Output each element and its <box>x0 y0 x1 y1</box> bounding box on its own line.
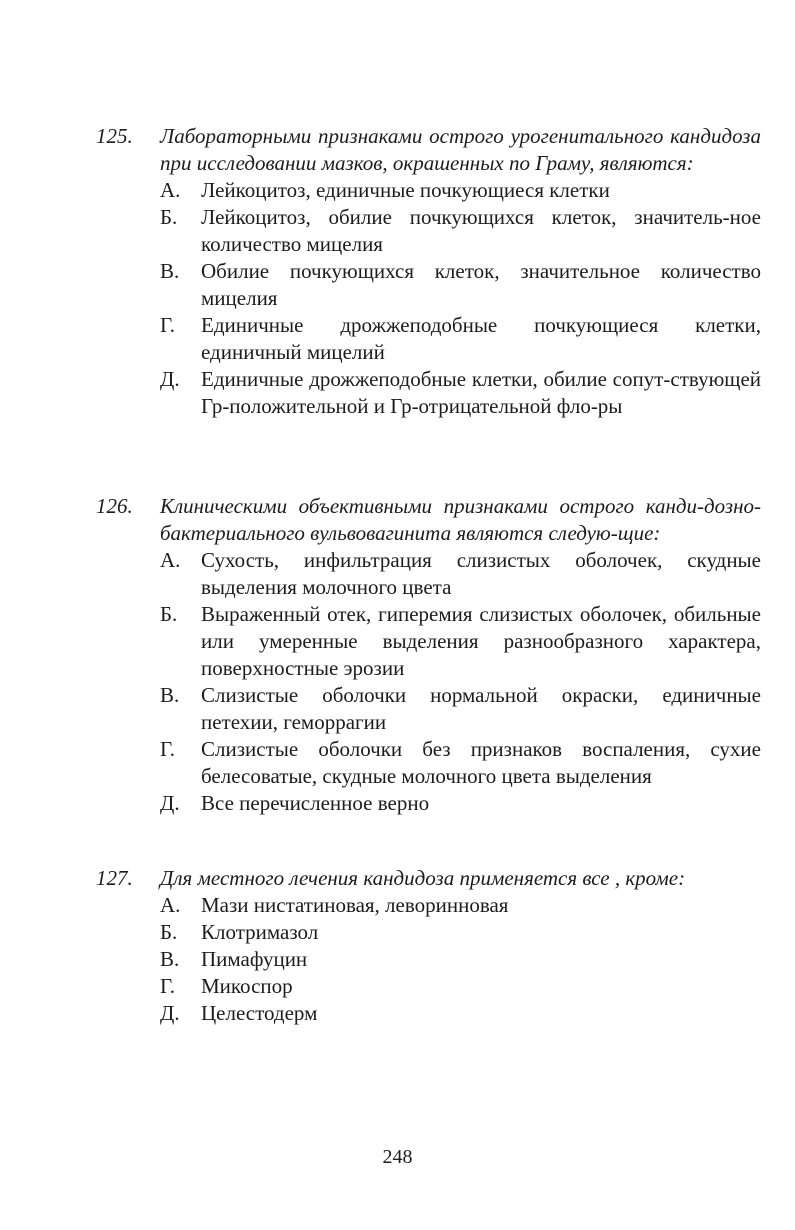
option-text: Клотримазол <box>201 920 319 944</box>
option-text: Лейкоцитоз, обилие почкующихся клеток, значитель-ное количество мицелия <box>201 205 761 256</box>
option-letter: Г. <box>160 737 176 761</box>
answer-option-a <box>96 547 761 601</box>
option-text: Слизистые оболочки нормальной окраски, единичные петехии, геморрагии <box>201 683 761 734</box>
answer-option-b <box>96 919 761 946</box>
option-text: Целестодерм <box>201 1001 318 1025</box>
answer-option-d <box>96 1000 761 1027</box>
option-letter: Г. <box>160 313 176 337</box>
option-letter: Б. <box>160 205 178 229</box>
option-text: Обилие почкующихся клеток, значительное количество мицелия <box>201 259 761 310</box>
question-127 <box>96 865 761 1027</box>
answer-option-d <box>96 790 761 817</box>
answer-option-b <box>96 204 761 258</box>
question-stem <box>96 493 761 547</box>
answer-options <box>96 547 761 817</box>
question-stem <box>96 865 761 892</box>
question-stem <box>96 123 761 177</box>
option-text: Единичные дрожжеподобные почкующиеся клетки, единичный мицелий <box>201 313 761 364</box>
option-text: Лейкоцитоз, единичные почкующиеся клетки <box>201 178 610 202</box>
option-letter: Б. <box>160 920 178 944</box>
answer-options <box>96 177 761 420</box>
answer-option-v <box>96 682 761 736</box>
answer-option-v <box>96 258 761 312</box>
option-text: Сухость, инфильтрация слизистых оболочек, скудные выделения молочного цвета <box>201 548 761 599</box>
option-letter: А. <box>160 178 181 202</box>
option-text: Выраженный отек, гиперемия слизистых оболочек, обильные или умеренные выделения разнообразного характера, поверхностные эрозии <box>201 602 761 680</box>
option-text: Единичные дрожжеподобные клетки, обилие сопут-ствующей Гр-положительной и Гр-отрицательной фло-ры <box>201 367 761 418</box>
option-letter: Г. <box>160 974 176 998</box>
option-letter: В. <box>160 947 180 971</box>
question-text: Для местного лечения кандидоза применяется все , кроме: <box>160 866 686 890</box>
option-text: Все перечисленное верно <box>201 791 430 815</box>
question-text: Клиническими объективными признаками острого канди-дозно-бактериального вульвовагинита являются следую-щие: <box>160 494 761 545</box>
option-letter: Д. <box>160 367 180 391</box>
page-number: 248 <box>382 1146 413 1168</box>
option-letter: Б. <box>160 602 178 626</box>
answer-option-a <box>96 177 761 204</box>
question-number: 126. <box>96 494 133 518</box>
question-number: 127. <box>96 866 133 890</box>
question-126 <box>96 493 761 817</box>
answer-option-g <box>96 973 761 1000</box>
answer-option-g <box>96 312 761 366</box>
question-125 <box>96 123 761 420</box>
answer-option-a <box>96 892 761 919</box>
question-text: Лабораторными признаками острого урогенитального кандидоза при исследовании мазков, окрашенных по Граму, являются: <box>160 124 761 175</box>
answer-options <box>96 892 761 1027</box>
option-letter: Д. <box>160 791 180 815</box>
answer-option-d <box>96 366 761 420</box>
option-letter: Д. <box>160 1001 180 1025</box>
answer-option-b <box>96 601 761 682</box>
answer-option-g <box>96 736 761 790</box>
option-letter: В. <box>160 259 180 283</box>
option-text: Микоспор <box>201 974 293 998</box>
option-text: Мази нистатиновая, леворинновая <box>201 893 509 917</box>
option-text: Слизистые оболочки без признаков воспаления, сухие белесоватые, скудные молочного цвета выделения <box>201 737 761 788</box>
option-letter: В. <box>160 683 180 707</box>
option-letter: А. <box>160 893 181 917</box>
question-number: 125. <box>96 124 133 148</box>
option-letter: А. <box>160 548 181 572</box>
answer-option-v <box>96 946 761 973</box>
option-text: Пимафуцин <box>201 947 308 971</box>
